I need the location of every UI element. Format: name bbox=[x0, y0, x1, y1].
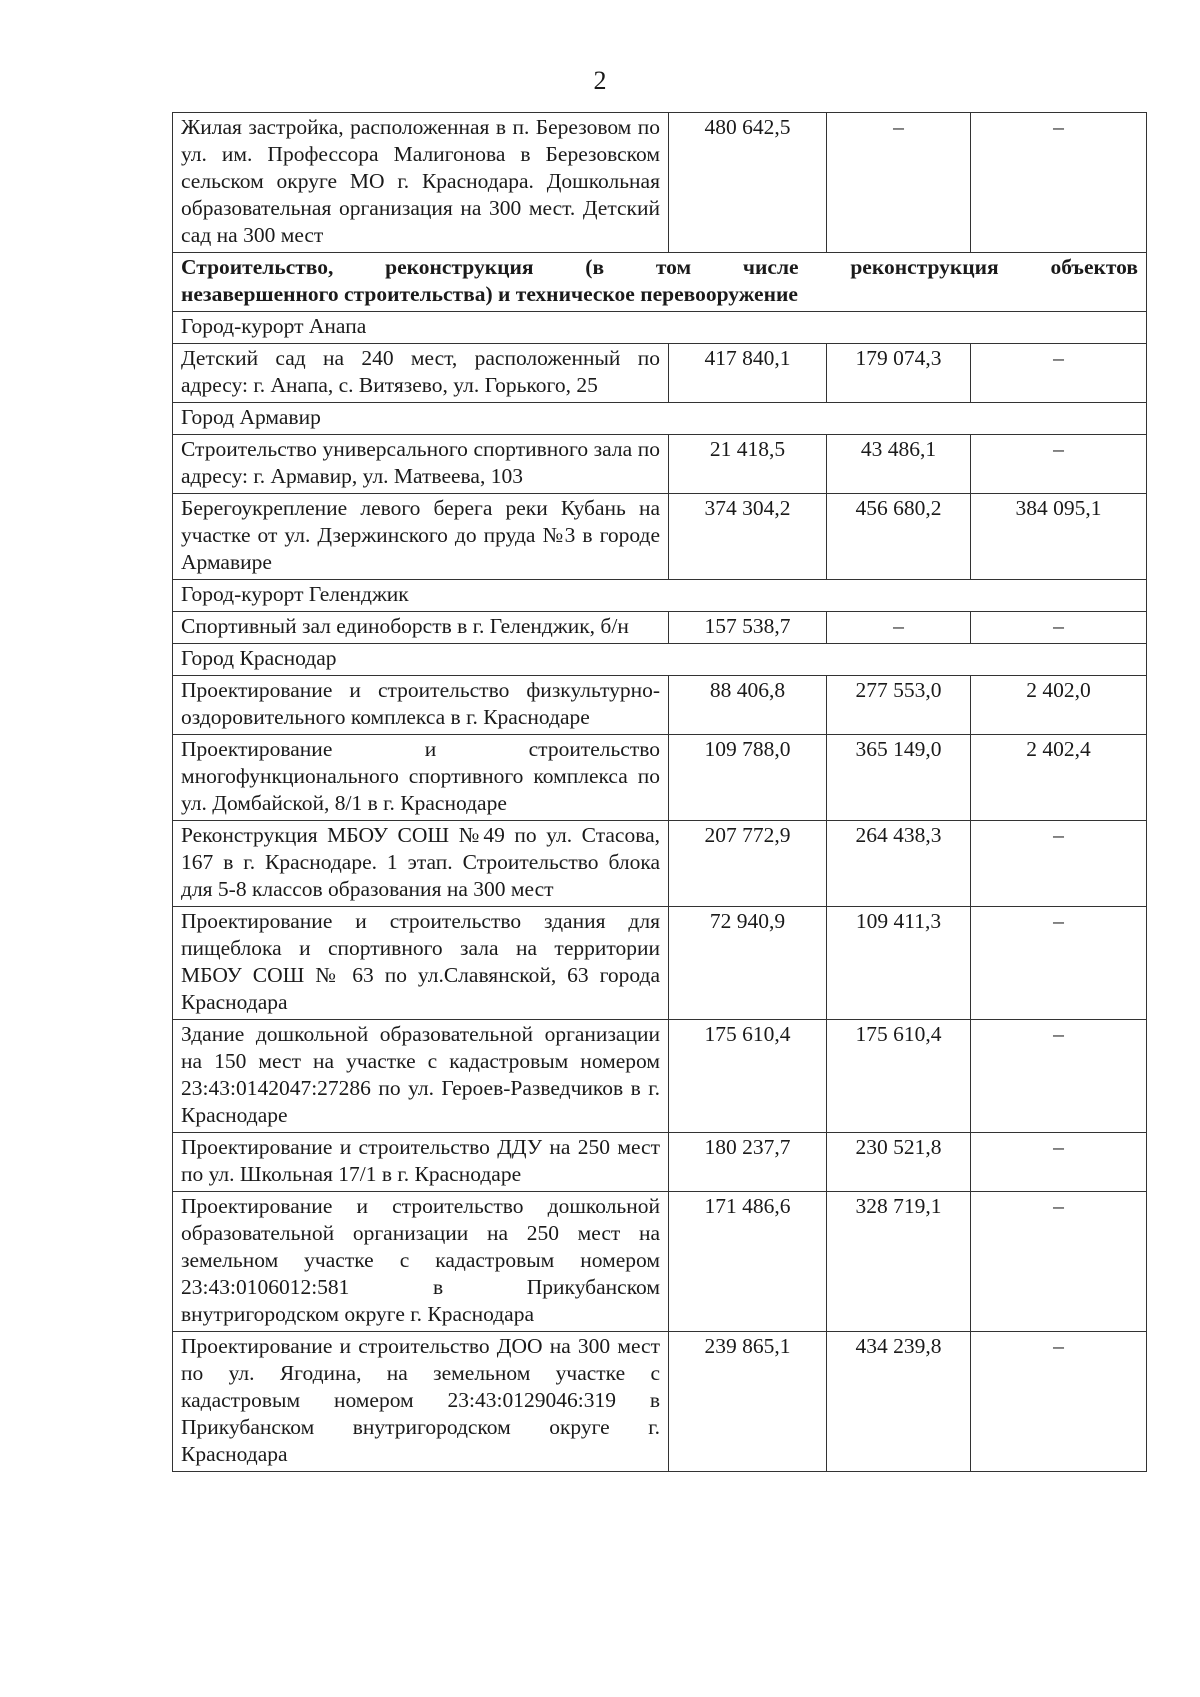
value-col2-cell: 277 553,0 bbox=[827, 676, 971, 735]
value-col2-cell: – bbox=[827, 612, 971, 644]
city-group-row bbox=[173, 644, 1147, 676]
object-name-cell: Детский сад на 240 мест, расположенный по адресу: г. Анапа, с. Витязево, ул. Горького, 25 bbox=[173, 344, 669, 403]
value-col1-cell: 171 486,6 bbox=[669, 1192, 827, 1332]
value-col1-cell: 88 406,8 bbox=[669, 676, 827, 735]
table-row bbox=[173, 676, 1147, 735]
value-col1-cell: 480 642,5 bbox=[669, 113, 827, 253]
value-col2-cell: 328 719,1 bbox=[827, 1192, 971, 1332]
value-col2-cell: – bbox=[827, 113, 971, 253]
value-col1-cell: 374 304,2 bbox=[669, 494, 827, 580]
value-col1-cell: 109 788,0 bbox=[669, 735, 827, 821]
table-row bbox=[173, 1192, 1147, 1332]
section-heading-line2: незавершенного строительства) и техническое перевооружение bbox=[181, 282, 798, 306]
table-row bbox=[173, 344, 1147, 403]
table-row bbox=[173, 1332, 1147, 1472]
value-col3-cell: 384 095,1 bbox=[971, 494, 1147, 580]
value-col3-cell: – bbox=[971, 907, 1147, 1020]
city-group-label: Город Армавир bbox=[173, 403, 1147, 435]
city-group-label: Город-курорт Геленджик bbox=[173, 580, 1147, 612]
value-col2-cell: 109 411,3 bbox=[827, 907, 971, 1020]
table-row bbox=[173, 821, 1147, 907]
value-col1-cell: 21 418,5 bbox=[669, 435, 827, 494]
value-col3-cell: – bbox=[971, 113, 1147, 253]
table-row bbox=[173, 612, 1147, 644]
table-row bbox=[173, 907, 1147, 1020]
value-col2-cell: 230 521,8 bbox=[827, 1133, 971, 1192]
value-col2-cell: 175 610,4 bbox=[827, 1020, 971, 1133]
value-col1-cell: 175 610,4 bbox=[669, 1020, 827, 1133]
value-col2-cell: 179 074,3 bbox=[827, 344, 971, 403]
object-name-cell: Жилая застройка, расположенная в п. Березовом по ул. им. Профессора Малигонова в Березовском сельском округе МО г. Краснодара. Дошкольная образовательная организация на 300 мест. Детский сад на 300 мест bbox=[173, 113, 669, 253]
value-col1-cell: 207 772,9 bbox=[669, 821, 827, 907]
value-col3-cell: – bbox=[971, 1192, 1147, 1332]
value-col1-cell: 180 237,7 bbox=[669, 1133, 827, 1192]
object-name-cell: Спортивный зал единоборств в г. Геленджик, б/н bbox=[173, 612, 669, 644]
value-col3-cell: – bbox=[971, 1020, 1147, 1133]
value-col1-cell: 157 538,7 bbox=[669, 612, 827, 644]
value-col1-cell: 239 865,1 bbox=[669, 1332, 827, 1472]
table-row bbox=[173, 1133, 1147, 1192]
section-heading-line1: Строительство, реконструкция (в том числе реконструкция объектов bbox=[181, 255, 1138, 279]
object-name-cell: Строительство универсального спортивного зала по адресу: г. Армавир, ул. Матвеева, 103 bbox=[173, 435, 669, 494]
object-name-cell: Берегоукрепление левого берега реки Кубань на участке от ул. Дзержинского до пруда №3 в городе Армавире bbox=[173, 494, 669, 580]
value-col3-cell: – bbox=[971, 821, 1147, 907]
table-body bbox=[173, 113, 1147, 1472]
table-row bbox=[173, 735, 1147, 821]
value-col3-cell: 2 402,0 bbox=[971, 676, 1147, 735]
value-col3-cell: – bbox=[971, 612, 1147, 644]
city-group-row bbox=[173, 312, 1147, 344]
value-col3-cell: 2 402,4 bbox=[971, 735, 1147, 821]
page-number: 2 bbox=[593, 66, 607, 95]
city-group-label: Город-курорт Анапа bbox=[173, 312, 1147, 344]
table-row bbox=[173, 494, 1147, 580]
object-name-cell: Реконструкция МБОУ СОШ №49 по ул. Стасова, 167 в г. Краснодаре. 1 этап. Строительство блока для 5-8 классов образования на 300 мест bbox=[173, 821, 669, 907]
object-name-cell: Проектирование и строительство ДОО на 300 мест по ул. Ягодина, на земельном участке с кадастровым номером 23:43:0129046:319 в Прикубанском внутригородском округе г. Краснодара bbox=[173, 1332, 669, 1472]
value-col1-cell: 72 940,9 bbox=[669, 907, 827, 1020]
object-name-cell: Проектирование и строительство дошкольной образовательной организации на 250 мест на земельном участке с кадастровым номером 23:43:0106012:581 в Прикубанском внутригородском округе г. Краснодара bbox=[173, 1192, 669, 1332]
value-col3-cell: – bbox=[971, 1133, 1147, 1192]
section-heading-row bbox=[173, 253, 1147, 312]
value-col1-cell: 417 840,1 bbox=[669, 344, 827, 403]
object-name-cell: Проектирование и строительство многофункционального спортивного комплекса по ул. Домбайской, 8/1 в г. Краснодаре bbox=[173, 735, 669, 821]
table-row bbox=[173, 113, 1147, 253]
value-col2-cell: 456 680,2 bbox=[827, 494, 971, 580]
object-name-cell: Здание дошкольной образовательной организации на 150 мест на участке с кадастровым номером 23:43:0142047:27286 по ул. Героев-Разведчиков в г. Краснодаре bbox=[173, 1020, 669, 1133]
budget-table bbox=[172, 112, 1147, 1472]
object-name-cell: Проектирование и строительство ДДУ на 250 мест по ул. Школьная 17/1 в г. Краснодаре bbox=[173, 1133, 669, 1192]
value-col3-cell: – bbox=[971, 1332, 1147, 1472]
table-row bbox=[173, 435, 1147, 494]
object-name-cell: Проектирование и строительство физкультурно-оздоровительного комплекса в г. Краснодаре bbox=[173, 676, 669, 735]
value-col2-cell: 365 149,0 bbox=[827, 735, 971, 821]
city-group-row bbox=[173, 403, 1147, 435]
value-col2-cell: 264 438,3 bbox=[827, 821, 971, 907]
value-col2-cell: 43 486,1 bbox=[827, 435, 971, 494]
object-name-cell: Проектирование и строительство здания для пищеблока и спортивного зала на территории МБОУ СОШ № 63 по ул.Славянской, 63 города Краснодара bbox=[173, 907, 669, 1020]
section-heading bbox=[173, 253, 1147, 312]
value-col3-cell: – bbox=[971, 344, 1147, 403]
city-group-label: Город Краснодар bbox=[173, 644, 1147, 676]
value-col2-cell: 434 239,8 bbox=[827, 1332, 971, 1472]
table-row bbox=[173, 1020, 1147, 1133]
value-col3-cell: – bbox=[971, 435, 1147, 494]
city-group-row bbox=[173, 580, 1147, 612]
